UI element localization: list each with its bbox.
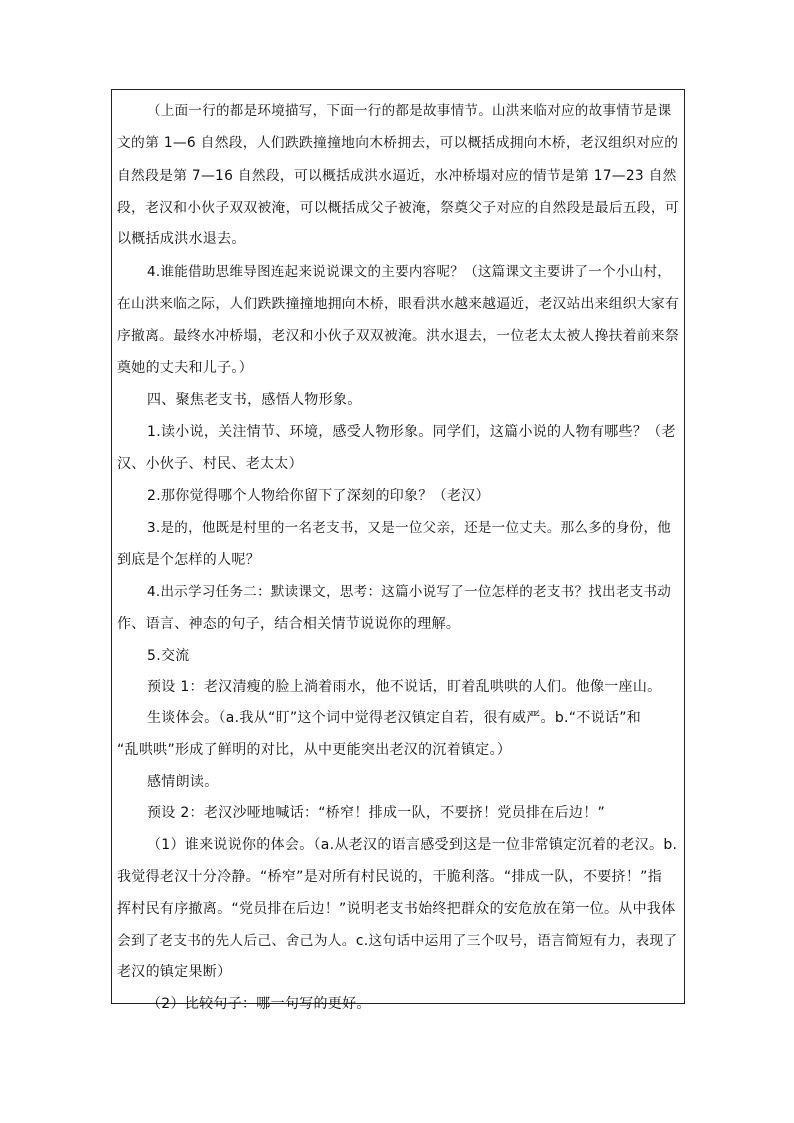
paragraph-line: 以概括成洪水退去。: [117, 231, 246, 247]
paragraph-line: 2.那你觉得哪个人物给你留下了深刻的印象？（老汉）: [147, 488, 490, 504]
section-heading: 四、聚焦老支书，感悟人物形象。: [147, 392, 362, 408]
paragraph-line: 作、语言、神态的句子，结合相关情节说说你的理解。: [117, 616, 461, 632]
paragraph-line: 文的第 1—6 自然段，人们跌跌撞撞地向木桥拥去，可以概括成拥向木桥，老汉组织对应的: [117, 135, 679, 151]
paragraph-line: 感情朗读。: [147, 774, 219, 790]
paragraph-line: 4.出示学习任务二：默读课文，思考：这篇小说写了一位怎样的老支书？找出老支书动: [147, 584, 672, 600]
paragraph-line: 4.谁能借助思维导图连起来说说课文的主要内容呢？（这篇课文主要讲了一个小山村，: [147, 264, 672, 280]
paragraph-line: “乱哄哄”形成了鲜明的对比，从中更能突出老汉的沉着镇定。）: [117, 742, 512, 758]
paragraph-line: 自然段是第 7—16 自然段，可以概括成洪水逼近，水冲桥塌对应的情节是第 17—23 自然: [117, 168, 677, 184]
paragraph-line: 老汉的镇定果断）: [117, 964, 232, 980]
paragraph-line: 生谈体会。（a.我从“盯”这个词中觉得老汉镇定自若，很有威严。b.“不说话”和: [147, 710, 642, 726]
paragraph-line: 序撤离。最终水冲桥塌，老汉和小伙子双双被淹。洪水退去，一位老太太被人搀扶着前来祭: [117, 328, 680, 344]
paragraph-line: 挥村民有序撤离。“党员排在后边！”说明老支书始终把群众的安危放在第一位。从中我体: [117, 901, 676, 917]
paragraph-line: 1.读小说，关注情节、环境，感受人物形象。同学们，这篇小说的人物有哪些？（老: [147, 424, 676, 440]
paragraph-line: （1）谁来说说你的体会。（a.从老汉的语言感受到这是一位非常镇定沉着的老汉。b.: [147, 837, 678, 853]
paragraph-line: （2）比较句子：哪一句写的更好。: [147, 996, 371, 1012]
paragraph-line: 在山洪来临之际，人们跌跌撞撞地拥向木桥，眼看洪水越来越逼近，老汉站出来组织大家有: [117, 296, 680, 312]
paragraph-line: 我觉得老汉十分冷静。“桥窄”是对所有村民说的，干脆利落。“排成一队，不要挤！”指: [117, 869, 663, 885]
paragraph-line: 奠她的丈夫和儿子。）: [117, 360, 253, 376]
paragraph-line: 段，老汉和小伙子双双被淹，可以概括成父子被淹，祭奠父子对应的自然段是最后五段，可: [117, 200, 680, 216]
paragraph-line: 会到了老支书的先人后己、舍己为人。c.这句话中运用了三个叹号，语言简短有力，表现了: [117, 933, 678, 949]
paragraph-line: 预设 1：老汉清瘦的脸上淌着雨水，他不说话，盯着乱哄哄的人们。他像一座山。: [147, 679, 662, 695]
paragraph-line: （上面一行的都是环境描写，下面一行的都是故事情节。山洪来临对应的故事情节是课: [147, 103, 672, 119]
paragraph-line: 预设 2：老汉沙哑地喊话：“桥窄！排成一队，不要挤！党员排在后边！”: [147, 805, 606, 821]
paragraph-line: 3.是的，他既是村里的一名老支书，又是一位父亲，还是一位丈夫。那么多的身份，他: [147, 520, 672, 536]
paragraph-line: 5.交流: [147, 648, 190, 664]
paragraph-line: 汉、小伙子、村民、老太太）: [117, 456, 303, 472]
paragraph-line: 到底是个怎样的人呢？: [117, 552, 260, 568]
